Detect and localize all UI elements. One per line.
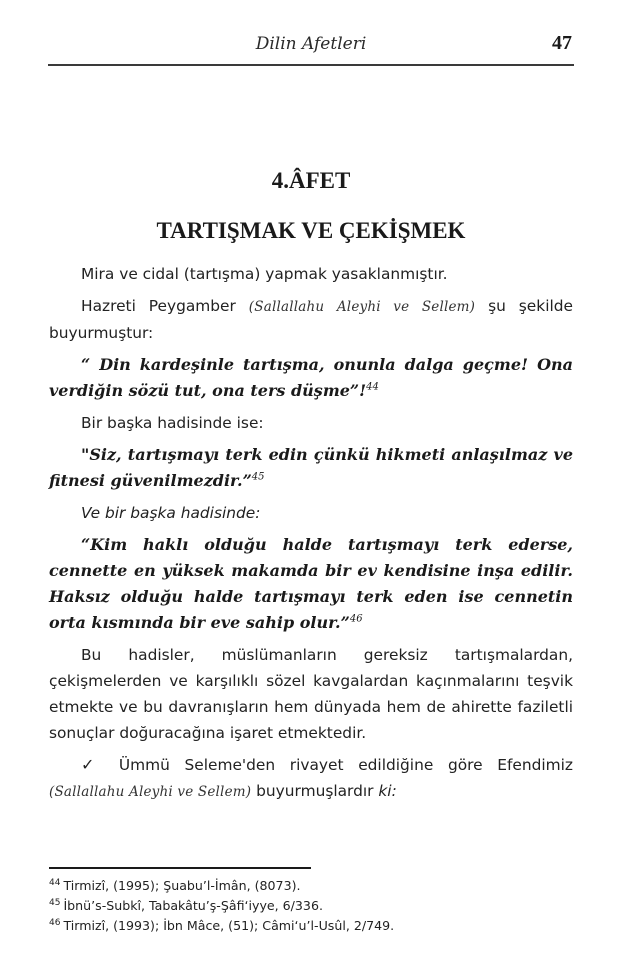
- quote-text: "Siz, tartışmayı terk edin çünkü hikmeti anlaşılmaz ve fitnesi güvenilmezdir.”: [49, 445, 573, 490]
- footnote-item: [49, 916, 573, 936]
- footnote-number: 45: [49, 897, 61, 908]
- paragraph-text: Mira ve cidal (tartışma) yapmak yasaklanmıştır.: [81, 265, 448, 283]
- paragraph: [49, 500, 573, 526]
- quote-text: “Kim haklı olduğu halde tartışmayı terk ederse, cennette en yüksek makamda bir ev kendisine inşa edilir. Haksız olduğu halde tartışmayı terk eden ise cennetin orta kısmında bir eve sahip olur.”: [49, 535, 573, 632]
- page-number: 47: [552, 32, 572, 54]
- paragraph: [49, 293, 573, 346]
- paragraph-text: Bu hadisler, müslümanların gereksiz tartışmalardan, çekişmelerden ve karşılıklı sözel kavgalardan kaçınmalarını teşvik etmekte ve bu davranışların hem dünyada hem de ahirette faziletli sonuçlar doğuracağına işaret etmektedir.: [49, 646, 573, 742]
- chapter-title: TARTIŞMAK VE ÇEKİŞMEK: [156, 218, 466, 243]
- body-text: [49, 261, 573, 811]
- hadith-quote: [49, 532, 573, 636]
- hadith-quote: [49, 352, 573, 404]
- paragraph: [49, 642, 573, 746]
- footnote-text: İbnü’s-Subkî, Tabakâtu’ş-Şâfi‘iyye, 6/336.: [63, 898, 323, 913]
- footnote-text: Tirmizî, (1995); Şuabu’l-İmân, (8073).: [63, 878, 301, 893]
- footnote-number: 46: [49, 917, 61, 928]
- footnote-text: Tirmizî, (1993); İbn Mâce, (51); Câmi‘u’l-Usûl, 2/749.: [63, 918, 395, 933]
- paragraph-text: şu şekilde buyurmuştur:: [49, 297, 573, 342]
- footnote-reference[interactable]: 45: [251, 471, 265, 483]
- footnote-divider: [49, 867, 311, 869]
- footnote-reference[interactable]: 46: [349, 613, 363, 625]
- honorific-phrase: (Sallallahu Aleyhi ve Sellem): [248, 299, 476, 315]
- footnote-item: [49, 896, 573, 916]
- running-title: Dilin Afetleri: [255, 34, 367, 54]
- footnotes: [49, 876, 573, 936]
- chapter-number: 4.ÂFET: [271, 168, 351, 193]
- running-header: [48, 30, 574, 66]
- paragraph-text: ki:: [378, 782, 397, 800]
- footnote-reference[interactable]: 44: [366, 381, 379, 393]
- paragraph: [49, 752, 573, 805]
- paragraph: [49, 410, 573, 436]
- honorific-phrase: (Sallallahu Aleyhi ve Sellem): [49, 784, 252, 800]
- hadith-quote: [49, 442, 573, 494]
- paragraph-text: buyurmuşlardır: [251, 782, 379, 800]
- paragraph-text: Bir başka hadisinde ise:: [81, 414, 264, 432]
- paragraph: [49, 261, 573, 287]
- paragraph-text: Hazreti Peygamber: [81, 297, 249, 315]
- quote-text: “ Din kardeşinle tartışma, onunla dalga geçme! Ona verdiğin sözü tut, ona ters düşme”!: [49, 355, 573, 400]
- checkmark-icon: ✓: [81, 755, 105, 774]
- paragraph-text: Ümmü Seleme'den rivayet edildiğine göre Efendimiz: [104, 756, 573, 774]
- paragraph-text: Ve bir başka hadisinde:: [81, 504, 261, 522]
- footnote-number: 44: [49, 877, 61, 888]
- footnote-item: [49, 876, 573, 896]
